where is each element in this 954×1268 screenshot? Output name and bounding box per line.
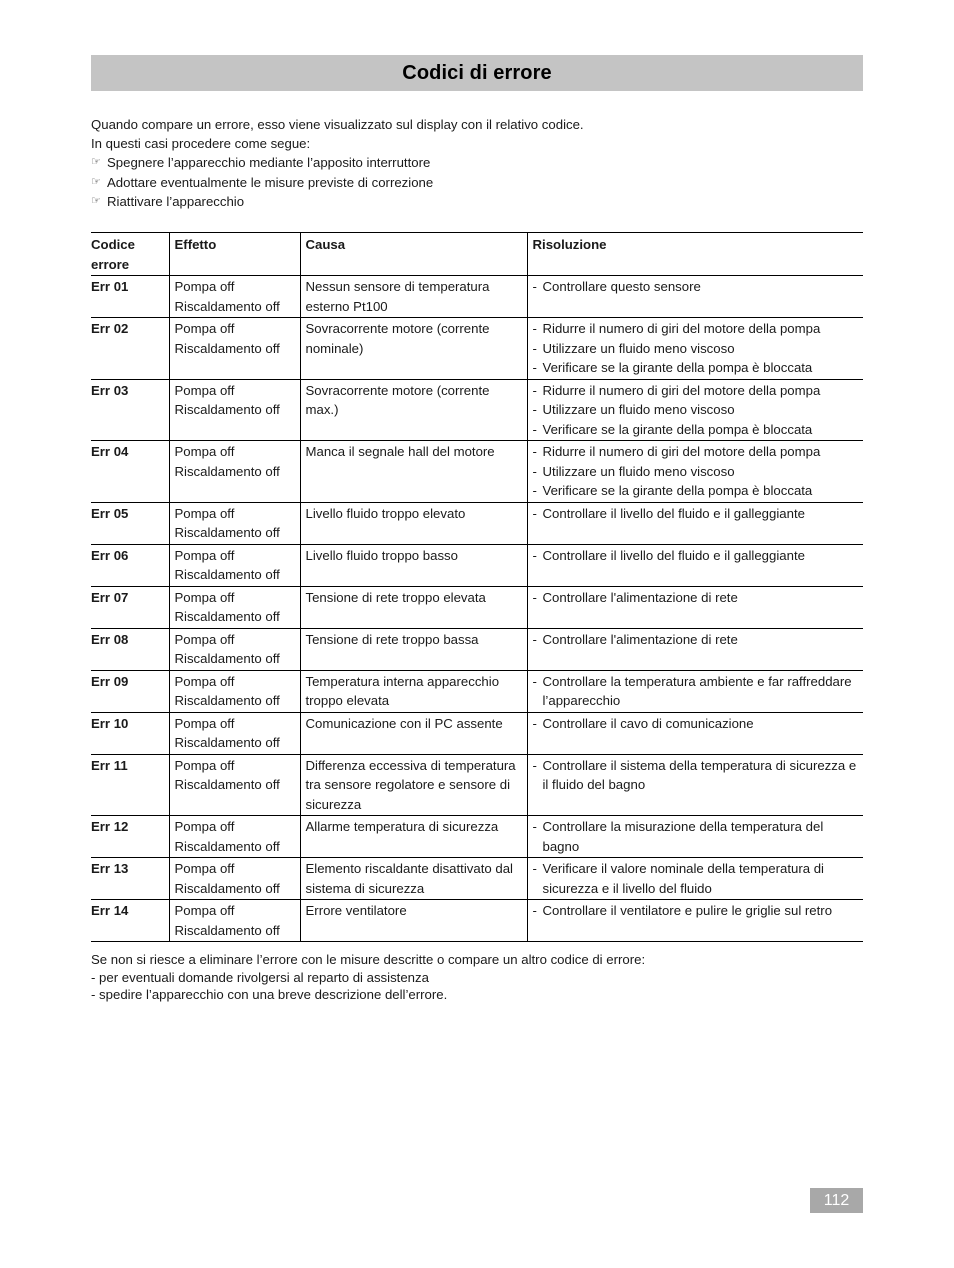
resolution-cell — [527, 502, 863, 544]
error-code: Err 01 — [91, 276, 169, 318]
resolution-text: Ridurre il numero di giri del motore della pompa — [542, 444, 821, 459]
resolution-line — [533, 319, 860, 339]
error-code: Err 05 — [91, 502, 169, 544]
cause-cell: Sovracorrente motore (corrente max.) — [300, 379, 527, 441]
cause-cell: Differenza eccessiva di temperatura tra sensore regolatore e sensore di sicurezza — [300, 754, 527, 816]
resolution-line — [533, 901, 860, 921]
resolution-line — [533, 504, 860, 524]
resolution-text: Controllare la misurazione della temperatura del bagno — [542, 819, 824, 854]
dash-bullet: - — [532, 505, 537, 521]
resolution-text: Verificare il valore nominale della temperatura di sicurezza e il livello del fluido — [542, 861, 824, 896]
effect-line: Riscaldamento off — [174, 880, 280, 896]
outro-section — [91, 951, 863, 1004]
resolution-cell — [527, 858, 863, 900]
effect-line: Pompa off — [174, 444, 235, 459]
effect-cell — [169, 379, 300, 441]
resolution-text: Controllare il livello del fluido e il galleggiante — [542, 505, 805, 521]
effect-cell — [169, 754, 300, 816]
step-text: Riattivare l’apparecchio — [107, 193, 245, 209]
effect-line: Riscaldamento off — [174, 838, 280, 854]
resolution-cell — [527, 670, 863, 712]
cause-cell: Temperatura interna apparecchio troppo elevata — [300, 670, 527, 712]
effect-line: Riscaldamento off — [174, 463, 280, 479]
resolution-line — [533, 277, 860, 297]
cause-cell: Manca il segnale hall del motore — [300, 441, 527, 503]
error-code: Err 11 — [91, 754, 169, 816]
intro-line: In questi casi procedere come segue: — [91, 136, 311, 152]
dash-bullet: - — [532, 631, 537, 647]
resolution-line — [533, 462, 860, 482]
table-row — [91, 276, 863, 318]
table-row — [91, 628, 863, 670]
dash-bullet: - — [532, 279, 537, 294]
resolution-text: Controllare questo sensore — [542, 279, 701, 294]
resolution-text: Controllare il ventilatore e pulire le griglie sul retro — [542, 903, 833, 918]
title-bar — [91, 55, 863, 91]
resolution-cell — [527, 441, 863, 503]
effect-cell — [169, 816, 300, 858]
effect-cell — [169, 318, 300, 380]
resolution-line — [533, 546, 860, 566]
error-code: Err 14 — [91, 900, 169, 942]
resolution-line — [533, 381, 860, 401]
step-text: Spegnere l’apparecchio mediante l’apposito interruttore — [107, 155, 431, 171]
resolution-cell — [527, 586, 863, 628]
dash-bullet: - — [532, 463, 537, 479]
effect-line: Pompa off — [174, 547, 235, 563]
effect-cell — [169, 441, 300, 503]
header-code: Codice errore — [91, 233, 169, 276]
error-code: Err 13 — [91, 858, 169, 900]
dash-bullet: - — [532, 402, 537, 417]
effect-line: Riscaldamento off — [174, 922, 280, 938]
resolution-line — [533, 358, 860, 378]
page-number: 112 — [810, 1188, 863, 1213]
resolution-line — [533, 442, 860, 462]
error-code: Err 07 — [91, 586, 169, 628]
error-code: Err 12 — [91, 816, 169, 858]
resolution-line — [533, 400, 860, 420]
table-row — [91, 318, 863, 380]
step-item — [91, 192, 863, 211]
effect-cell — [169, 670, 300, 712]
resolution-text: Controllare l'alimentazione di rete — [542, 631, 738, 647]
table-row — [91, 712, 863, 754]
resolution-text: Controllare l'alimentazione di rete — [542, 589, 738, 605]
resolution-text: Controllare il livello del fluido e il galleggiante — [542, 547, 805, 563]
resolution-cell — [527, 712, 863, 754]
dash-bullet: - — [532, 673, 537, 689]
header-effect: Effetto — [169, 233, 300, 276]
dash-bullet: - — [532, 903, 537, 918]
resolution-line — [533, 630, 860, 650]
effect-cell — [169, 586, 300, 628]
resolution-text: Controllare la temperatura ambiente e far raffreddare l’apparecchio — [542, 673, 852, 708]
error-code: Err 09 — [91, 670, 169, 712]
intro-section — [91, 115, 863, 211]
resolution-text: Ridurre il numero di giri del motore della pompa — [542, 382, 821, 398]
error-code: Err 03 — [91, 379, 169, 441]
effect-line: Pompa off — [174, 673, 235, 689]
table-row — [91, 900, 863, 942]
effect-cell — [169, 628, 300, 670]
dash-bullet: - — [532, 483, 537, 498]
dash-bullet: - — [532, 321, 537, 336]
effect-line: Pompa off — [174, 819, 235, 834]
error-code: Err 08 — [91, 628, 169, 670]
dash-bullet: - — [532, 547, 537, 563]
error-code: Err 10 — [91, 712, 169, 754]
resolution-text: Verificare se la girante della pompa è bloccata — [542, 483, 813, 498]
dash-bullet: - — [532, 819, 537, 834]
table-row — [91, 379, 863, 441]
dash-bullet: - — [532, 444, 537, 459]
effect-cell — [169, 712, 300, 754]
effect-line: Pompa off — [174, 505, 235, 521]
effect-line: Pompa off — [174, 631, 235, 647]
table-header-row — [91, 233, 863, 276]
resolution-text: Ridurre il numero di giri del motore della pompa — [542, 321, 821, 336]
effect-line: Riscaldamento off — [174, 735, 280, 750]
dash-bullet: - — [532, 715, 537, 731]
resolution-cell — [527, 379, 863, 441]
table-row — [91, 502, 863, 544]
cause-cell: Comunicazione con il PC assente — [300, 712, 527, 754]
resolution-line — [533, 714, 860, 734]
cause-cell: Allarme temperatura di sicurezza — [300, 816, 527, 858]
effect-line: Pompa off — [174, 903, 235, 918]
error-codes-table — [91, 232, 863, 942]
effect-line: Riscaldamento off — [174, 609, 280, 624]
effect-line: Pompa off — [174, 589, 235, 605]
table-row — [91, 441, 863, 503]
effect-cell — [169, 858, 300, 900]
resolution-text: Verificare se la girante della pompa è bloccata — [542, 360, 813, 375]
pointing-hand-icon: ☞ — [91, 194, 101, 207]
resolution-text: Utilizzare un fluido meno viscoso — [542, 402, 735, 417]
cause-cell: Sovracorrente motore (corrente nominale) — [300, 318, 527, 380]
cause-cell: Tensione di rete troppo elevata — [300, 586, 527, 628]
resolution-text: Controllare il cavo di comunicazione — [542, 715, 754, 731]
effect-line: Riscaldamento off — [174, 525, 280, 540]
effect-line: Pompa off — [174, 382, 235, 398]
resolution-text: Controllare il sistema della temperatura di sicurezza e il fluido del bagno — [542, 757, 857, 792]
outro-line: - per eventuali domande rivolgersi al reparto di assistenza — [91, 969, 429, 985]
effect-line: Riscaldamento off — [174, 567, 280, 582]
effect-line: Riscaldamento off — [174, 651, 280, 666]
step-text: Adottare eventualmente le misure previste di correzione — [107, 174, 434, 190]
resolution-cell — [527, 276, 863, 318]
effect-cell — [169, 900, 300, 942]
table-row — [91, 670, 863, 712]
cause-cell: Livello fluido troppo basso — [300, 544, 527, 586]
table-row — [91, 544, 863, 586]
dash-bullet: - — [532, 861, 537, 876]
effect-cell — [169, 502, 300, 544]
table-body — [91, 276, 863, 942]
cause-cell: Errore ventilatore — [300, 900, 527, 942]
header-cause: Causa — [300, 233, 527, 276]
effect-line: Riscaldamento off — [174, 340, 280, 356]
intro-line: Quando compare un errore, esso viene visualizzato sul display con il relativo codice. — [91, 117, 584, 132]
resolution-line — [533, 756, 860, 795]
resolution-cell — [527, 318, 863, 380]
resolution-line — [533, 672, 860, 711]
effect-line: Riscaldamento off — [174, 298, 280, 314]
step-item — [91, 173, 863, 192]
effect-line: Pompa off — [174, 757, 235, 773]
effect-line: Riscaldamento off — [174, 402, 280, 417]
resolution-line — [533, 420, 860, 440]
resolution-cell — [527, 628, 863, 670]
table-row — [91, 816, 863, 858]
resolution-text: Verificare se la girante della pompa è bloccata — [542, 421, 813, 437]
cause-cell: Tensione di rete troppo bassa — [300, 628, 527, 670]
effect-line: Pompa off — [174, 861, 235, 876]
resolution-line — [533, 588, 860, 608]
error-code: Err 02 — [91, 318, 169, 380]
table-row — [91, 858, 863, 900]
effect-line: Riscaldamento off — [174, 777, 280, 792]
dash-bullet: - — [532, 589, 537, 605]
effect-line: Pompa off — [174, 715, 235, 731]
effect-line: Pompa off — [174, 279, 235, 294]
pointing-hand-icon: ☞ — [91, 156, 101, 169]
resolution-cell — [527, 816, 863, 858]
effect-line: Riscaldamento off — [174, 693, 280, 708]
dash-bullet: - — [532, 340, 537, 356]
resolution-line — [533, 339, 860, 359]
resolution-cell — [527, 754, 863, 816]
outro-line: - spedire l’apparecchio con una breve descrizione dell’errore. — [91, 987, 448, 1002]
effect-line: Pompa off — [174, 321, 235, 336]
page-title: Codici di errore — [402, 61, 552, 84]
dash-bullet: - — [532, 382, 537, 398]
cause-cell: Livello fluido troppo elevato — [300, 502, 527, 544]
dash-bullet: - — [532, 360, 537, 375]
outro-line: Se non si riesce a eliminare l’errore con le misure descritte o compare un altro codice di errore: — [91, 952, 646, 967]
resolution-cell — [527, 900, 863, 942]
step-item — [91, 153, 863, 172]
table-row — [91, 754, 863, 816]
resolution-cell — [527, 544, 863, 586]
error-code: Err 04 — [91, 441, 169, 503]
effect-cell — [169, 544, 300, 586]
resolution-text: Utilizzare un fluido meno viscoso — [542, 340, 735, 356]
resolution-line — [533, 859, 860, 898]
error-code: Err 06 — [91, 544, 169, 586]
resolution-line — [533, 817, 860, 856]
effect-cell — [169, 276, 300, 318]
resolution-line — [533, 481, 860, 501]
table-row — [91, 586, 863, 628]
dash-bullet: - — [532, 421, 537, 437]
pointing-hand-icon: ☞ — [91, 175, 101, 188]
dash-bullet: - — [532, 757, 537, 773]
cause-cell: Elemento riscaldante disattivato dal sistema di sicurezza — [300, 858, 527, 900]
resolution-text: Utilizzare un fluido meno viscoso — [542, 463, 735, 479]
cause-cell: Nessun sensore di temperatura esterno Pt100 — [300, 276, 527, 318]
header-resolution: Risoluzione — [527, 233, 863, 276]
